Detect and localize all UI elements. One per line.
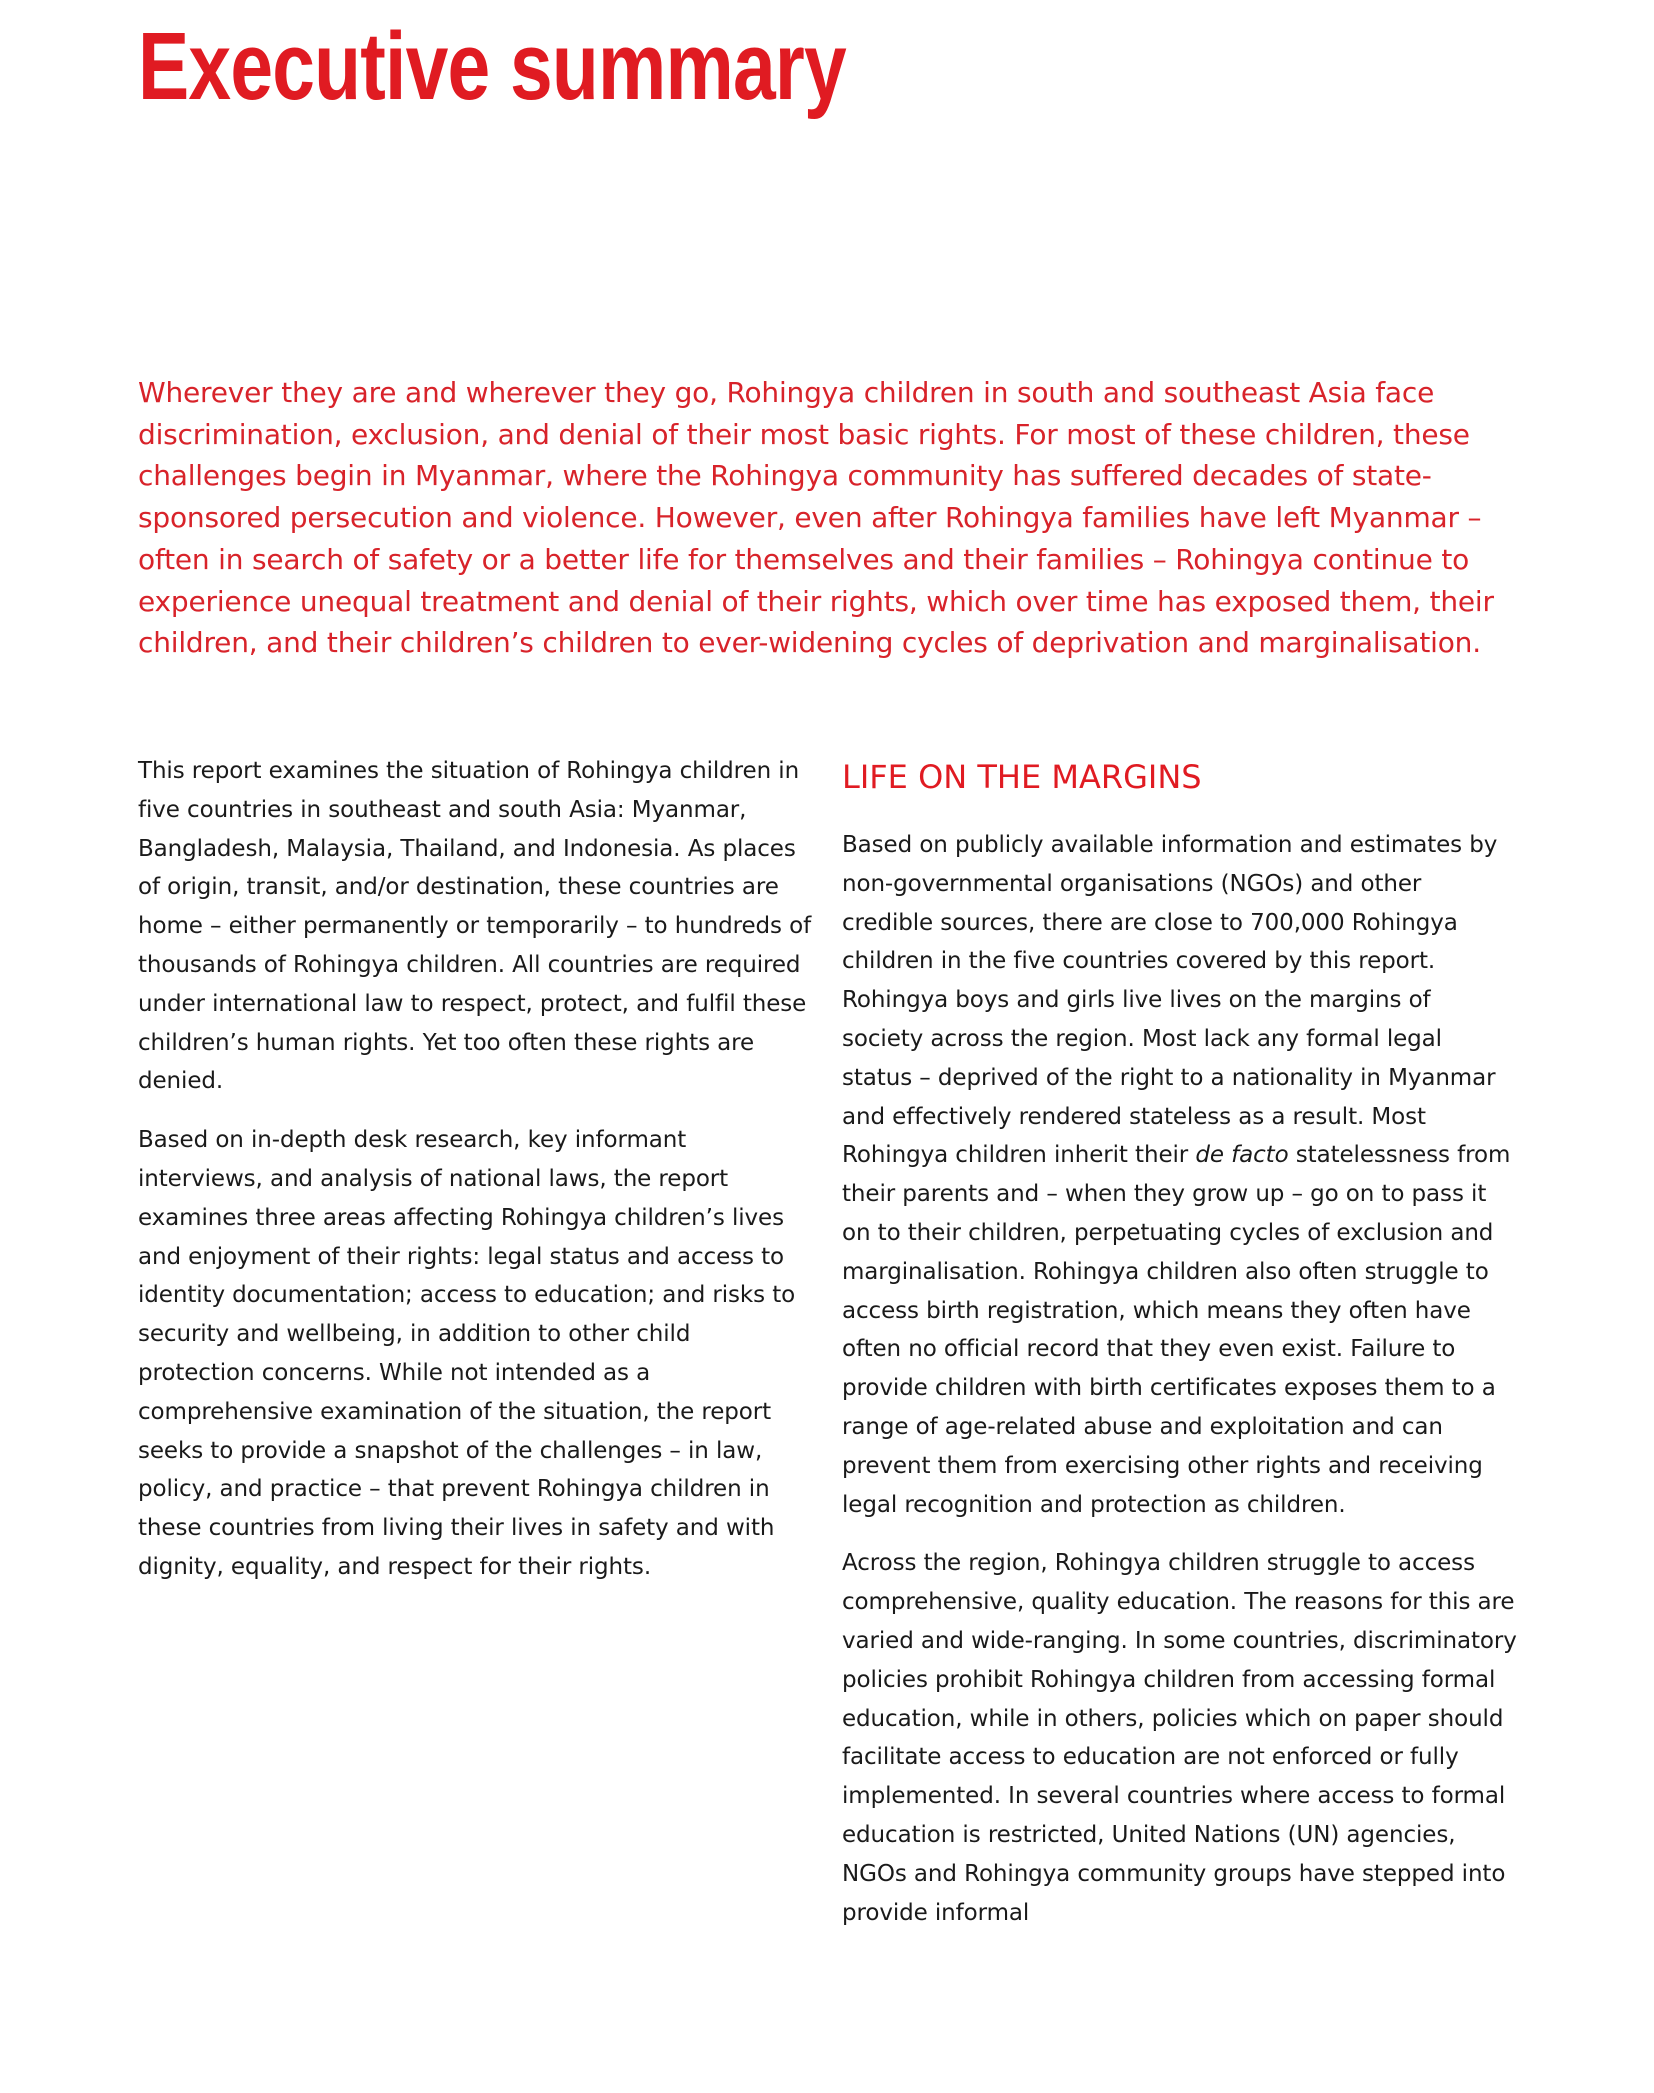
text-run: Based on publicly available information and estimates by non-governmental organisations (NGOs) and other credible sources, there are close to 700,000 Rohingya children in the five countries covered by this report. Rohingya boys and girls live lives on the margins of society across the region. Most lack any formal legal status – deprived of the right to a nationality in Myanmar and effectively rendered stateless as a result. Most Rohingya children inherit their: [842, 832, 1498, 1169]
body-paragraph: Across the region, Rohingya children struggle to access comprehensive, quality education. The reasons for this are varied and wide-ranging. In some countries, discriminatory policies prohibit Rohingya children from accessing formal education, while in others, policies which on paper should facilitate access to education are not enforced or fully implemented. In several countries where access to formal education is restricted, United Nations (UN) agencies, NGOs and Rohingya community groups have stepped into provide informal: [842, 1550, 1517, 1926]
intro-paragraph: Wherever they are and wherever they go, Rohingya children in south and southeast Asia face discrimination, exclusion, and denial of their most basic rights. For most of these children, these challenges begin in Myanmar, where the Rohingya community has suffered decades of state-sponsored persecution and violence. However, even after Rohingya families have left Myanmar – often in search of safety or a better life for themselves and their families – Rohingya continue to experience unequal treatment and denial of their rights, which over time has exposed them, their children, and their children’s children to ever-widening cycles of deprivation and marginalisation.: [138, 376, 1494, 660]
body-paragraph: [842, 826, 1518, 1524]
page-title: Executive summary: [138, 13, 846, 120]
text-run: statelessness from their parents and – when they grow up – go on to pass it on to their children, perpetuating cycles of exclusion and marginalisation. Rohingya children also often struggle to access birth registration, which means they often have often no official record that they even exist. Failure to provide children with birth certificates exposes them to a range of age-related abuse and exploitation and can prevent them from exercising other rights and receiving legal recognition and protection as children.: [842, 1142, 1511, 1518]
right-column: [842, 754, 1518, 1952]
body-paragraph: Based on in-depth desk research, key informant interviews, and analysis of national laws, the report examines three areas affecting Rohingya children’s lives and enjoyment of their rights: legal status and access to identity documentation; access to education; and risks to security and wellbeing, in addition to other child protection concerns. While not intended as a comprehensive examination of the situation, the report seeks to provide a snapshot of the challenges – in law, policy, and practice – that prevent Rohingya children in these countries from living their lives in safety and with dignity, equality, and respect for their rights.: [138, 1127, 796, 1580]
section-heading: LIFE ON THE MARGINS: [842, 758, 1202, 796]
body-paragraph: This report examines the situation of Rohingya children in five countries in southeast and south Asia: Myanmar, Bangladesh, Malaysia, Thailand, and Indonesia. As places of origin, transit, and/or destination, these countries are home – either permanently or temporarily – to hundreds of thousands of Rohingya children. All countries are required under international law to respect, protect, and fulfil these children’s human rights. Yet too often these rights are denied.: [138, 758, 812, 1095]
left-column: [138, 752, 814, 1607]
italic-term: de facto: [1195, 1142, 1289, 1169]
